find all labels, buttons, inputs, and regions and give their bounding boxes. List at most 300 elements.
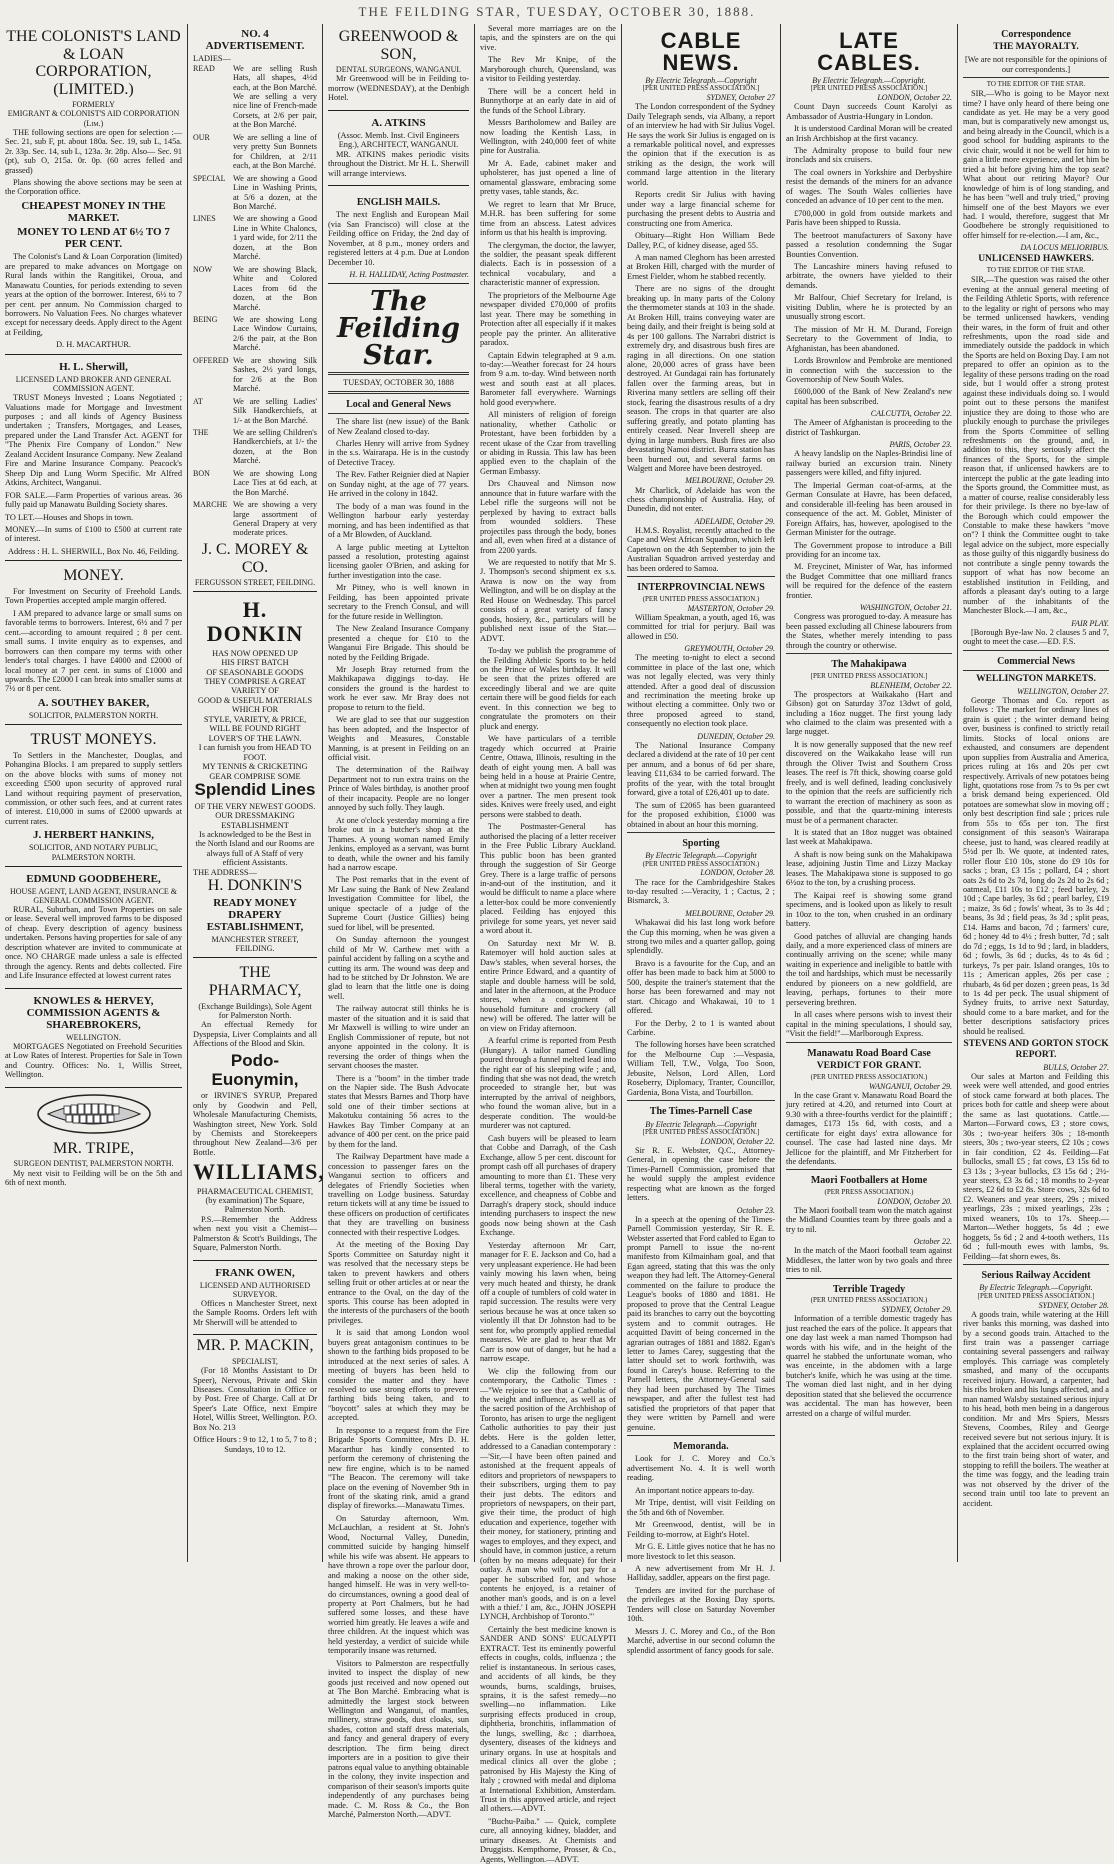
maha-credit: [PER UNITED PRESS ASSOCIATION.] — [810, 671, 928, 680]
dateline: DUNEDIN, October 29. — [697, 731, 775, 741]
list-item: BEING We are showing Long Lace Window Curtains, 2/6 the pair, at the Bon Marché. — [193, 314, 317, 353]
article-paragraph: A large public meeting at Lyttelton passed a resolution, protesting against licensing gaoler O'Brien, and asking for further investigation into the case. — [328, 542, 469, 580]
tripe-title: MR. TRIPE, — [52, 1139, 135, 1157]
morey-title: J. C. MOREY & CO. — [201, 540, 309, 576]
local-news-continued — [480, 24, 616, 1864]
mackin-ad — [193, 1337, 317, 1454]
sherwill-money: MONEY.—In sums of £100 to £500 at current rate of interest. — [5, 524, 182, 544]
cable-credit: [PER UNITED PRESS ASSOCIATION.] — [642, 84, 760, 93]
podo-body: or IRVINE'S SYRUP, Prepared only by Goodwin and Pell, Wholesale Manufacturing Chemists, Washington street, New York. Sold by Chemists and Storekeepers throughout New Zealand—3/6 per Bottle. — [193, 1091, 317, 1157]
donkin-line: WILL BE FOUND RIGHT — [209, 724, 301, 734]
article-paragraph: Mr Balfour, Chief Secretary for Ireland, is visiting Dublin, where he is protected by an unusually strong escort. — [786, 293, 952, 322]
article-paragraph: The Kaipai reef is showing some grand specimens, and is looked upon as likely to result in 10oz to the ton, when crushed in an ordinary battery. — [786, 890, 952, 929]
list-item: THE We are selling Children's Handkerchiefs, at 1/- the dozen, at the Bon Marché. — [193, 427, 317, 466]
donkin2-subtitle: READY MONEY DRAPERY ESTABLISHMENT, — [206, 896, 304, 934]
late-paras-3 — [786, 449, 952, 600]
goodbehere-ad — [5, 869, 182, 989]
letter-hawkers: SIR,—The question was raised the other evening at the annual general meeting of the Feilding Athletic Sports, with reference to the legality or right of persons who may be termed unlicensed hawkers, vending their wares, in the form of fruit and other refreshments, upon the road side and immediately outside the paddock in which the Sports are held on Boxing Day. I am not prepared to offer an opinion as to the legality of these persons trading on the road side, but I would offer a strong protest against these individuals doing so. I would point out to these persons the manifest injustice they are doing to those who are pluckily enough to purchase the privileges from the Sports Committee of selling refreshments on the ground, and, in addition to this, they seriously affect the finances of the Sports, for the simple reason that, if unlicensed hawkers are to intercept the public at the gate leading into the Sports ground, the Committee must, as a matter of course, realise considerably less for their privilege. Is there no bye-law of the Borough which could empower the Constable to make these hawkers "move on"? I think the Committee ought to take legal advice on the subject, more especially as those guilty of this niggardly business do not contribute a single penny towards the support of what has now become an established institution in Feilding, and affords a pleasant day's outing to a large number of the inhabitants of the Manchester Block.—I am, &c., — [963, 275, 1110, 616]
list-item: LINES We are showing a Good Line in White Chaloncs, 1 yard wide, for 2/11 the dozen, at the Bon Marché. — [193, 214, 317, 262]
memoranda-heading: Memoranda. — [673, 1441, 729, 1453]
article-paragraph: M. Freycinet, Minister of War, has informed the Budget Committee that one milliard francs will be required for the defence of the eastern frontier. — [786, 562, 952, 600]
column-7 — [957, 24, 1114, 1562]
mackin-hours: Office Hours : 9 to 12, 1 to 5, 7 to 8 ; Sundays, 10 to 12. — [193, 1435, 317, 1454]
owen-ad — [193, 1263, 317, 1336]
parnell-byline: By Electric Telegraph.—Copyright — [645, 1119, 757, 1129]
morey-no4-ad — [193, 24, 317, 592]
baker-subtitle: SOLICITOR, PALMERSTON NORTH. — [28, 711, 159, 721]
mackin-title: MR. P. MACKIN, — [196, 1337, 314, 1355]
article-paragraph: The meeting to-night to elect a second committee in place of the last one, which was not legally elected, was very thinly attended. After a good deal of discussion and recrimination the meeting broke up without electing a committee. Only two or three proposed agreed to stand, consequently no election took place. — [627, 653, 775, 729]
article-paragraph: Bravo is a favourite for the Cup, and an offer has been made to back him at 5000 to 500, despite the trainer's statement that the horse has been forewarned and may not start. Chicago and Whakawai, 10 to 1 offered. — [627, 958, 775, 1016]
pharmacy-body: An effectual Remedy for Dyspepsia, Liver Complaints and all Affections of the Blood and Skin. — [193, 1020, 317, 1049]
owen-title: FRANK OWEN, — [215, 1266, 295, 1279]
article-paragraph: The sum of £2065 has been guaranteed for the proposed exhibition, £1000 was obtained in about an hour this morning. — [627, 800, 775, 829]
money2-body: For Investment on Security of Freehold Lands. Town Properties accepted ample margin offered. — [5, 586, 182, 606]
mahakipawa-heading: The Mahakipawa — [831, 659, 907, 671]
maori-credit: (PER PRESS ASSOCIATION.) — [824, 1187, 914, 1196]
article-paragraph: £600,000 of the Bank of New Zealand's new capital has been subscribed. — [786, 387, 952, 406]
article-paragraph: A new advertisement from Mr H. J. Halliday, saddler, appears on the first page. — [627, 1563, 775, 1583]
article-paragraph: The Admiralty propose to build four new ironclads and six cruisers. — [786, 146, 952, 165]
article-paragraph: Look for J. C. Morey and Co.'s advertisement No. 4. It is well worth reading. — [627, 1454, 775, 1483]
trust-body: To Settlers in the Manchester, Douglas, and Pohangina Blocks. I am prepared to supply settlers on the above blocks with sums of money not exceeding £500 upon security of approved rural Land without requiring payment of preservation, commission, or other such fees, and at current rates of interest. £10,000 in sums of £2000 upwards at current rates. — [5, 750, 182, 826]
mayoralty-heading: THE MAYORALTY. — [993, 42, 1079, 53]
late-paras-4 — [786, 612, 952, 650]
trust-ad — [5, 727, 182, 867]
sport-byline: By Electric Telegraph.—Copyright — [645, 851, 757, 861]
cable-paras-2 — [627, 486, 775, 514]
article-paragraph: There will be a concert held in Bunnythorpe at an early date in aid of the funds of the School Library. — [480, 86, 616, 115]
article-paragraph: Yesterday afternoon Mr Carr, manager for F. E. Jackson and Co, had a very unpleasant experience. He had been vainly mowing his lawn when, being very much heated and thirsty, he drank off a couple of tumblers of cold water in rapid succession. The results were very serious because he was at once taken so violently ill that Dr Johnston had to be sent for, who promptly applied remedial measures. We are glad to hear that Mr Carr is now out of danger, but he had a narrow escape. — [480, 1240, 616, 1364]
donkin-line: WHICH FOR — [231, 705, 279, 715]
donkin-line: STYLE, VARIETY, & PRICE, — [203, 714, 307, 724]
local-news-heading: Local and General News — [346, 398, 451, 410]
tripe-ad — [5, 1092, 182, 1188]
wellington-markets-heading: WELLINGTON MARKETS. — [976, 673, 1096, 684]
atkins-ad — [328, 113, 469, 186]
mackin-subtitle: SPECIALIST, — [232, 1356, 278, 1366]
commercial-heading: Commercial News — [997, 655, 1075, 667]
williams-body: P.S.—Remember the Address when next you visit a Chemist—Palmerston & Scott's Buildings, The Square, Palmerston North. — [193, 1214, 317, 1253]
article-paragraph: Tenders are invited for the purchase of the privileges at the Boxing Day sports. Tenders will close on Saturday November 10th. — [627, 1585, 775, 1624]
sherwill-body: TRUST Moneys Invested ; Loans Negotiated ; Valuations made for Mortgage and Investment purposes ; and all kinds of Agency Business undertaken ; Transfers, Mortgages, and Leases, prepared under the Land Transfer Act. AGENT for "The Phenix Fire Company of London." New Zealand Accident Insurance Company. New Zealand Fire and Marine Insurance Company. Peacock's Sheep Dip and Lung Worm Specific. Mr Alfred Atkins, Architect, Wanganui. — [5, 393, 182, 488]
to-editor: TO THE EDITOR OF THE STAR. — [986, 80, 1086, 89]
column-1 — [0, 24, 187, 1562]
inter-credit: (PER UNITED PRESS ASSOCIATION.) — [642, 594, 760, 603]
tragedy-paras — [786, 1314, 952, 1418]
column-6 — [780, 24, 957, 1562]
late-paras-1 — [786, 102, 952, 406]
article-paragraph: The beetroot manufacturers of Saxony have passed a resolution condemning the Sugar Bounties Convention. — [786, 230, 952, 259]
sherwill-sale: FOR SALE.—Farm Properties of various areas. 36 fully paid up Manawatu Building Society shares. — [5, 490, 182, 510]
cable-paras-3 — [627, 526, 775, 573]
parnell-paras-2 — [627, 1215, 775, 1432]
maori-paras-2 — [786, 1246, 952, 1274]
williams-subtitle: PHARMACEUTICAL CHEMIST, (by examination) The Square, Palmerston North. — [196, 1186, 314, 1215]
stock-report-heading: STEVENS AND GORTON STOCK REPORT. — [963, 1039, 1109, 1061]
dateline: SYDNEY, October 28. — [1038, 1300, 1109, 1310]
dateline: MELBOURNE, October 29. — [685, 476, 775, 486]
column-4 — [474, 24, 621, 1864]
article-paragraph: On Sunday afternoon the youngest child of Mr W. Carthew met with a painful accident by falling on a scythe and cutting its arm. The wound was deep and had to be stitched by Dr Johnston. We are glad to learn that the little one is doing well. — [328, 935, 469, 1001]
article-paragraph: The determination of the Railway Department not to run extra trains on the Prince of Wales birthday, is another proof of their incapacity. People are no longer annoyed by such folly. They laugh. — [328, 765, 469, 813]
dateline: LONDON, October 22. — [700, 1136, 775, 1146]
late-credit: [PER UNITED PRESS ASSOCIATION.] — [810, 84, 928, 93]
article-paragraph: There are no signs of the drought breaking up. In many parts of the Colony the thermometer stands at 103 in the shade. At Broken Hill, trains conveying water are being daily, and their freight is being sold at 4s per 100 gallons. The Narrabri district is extremely dry, and disastrous bush fires are raging in all directions. On one station alone, 20,000 acres of grass have been destroyed. At Gundagai rain has fortunately fallen over the farming areas, but in Riverina many settlers are selling off their stock, fearing the disastrous results of a dry season. The crops in that quarter are also suffering greatly, and potato planting has entirely ceased. Near Inverell sheep are dying in large numbers. Bush fires are also devastating Namoi district. Burra station has been burned out, and several farms on Walgett and Moree have been destroyed. — [627, 284, 775, 473]
article-paragraph: Mr Joseph Bray returned from the Makhikapawa diggings to-day. He considers the ground is the hardest to work he ever saw. Mr Bray does not propose to return to the field. — [328, 664, 469, 712]
article-paragraph: The clergyman, the doctor, the lawyer, the soldier, the peasant speak different dialects. Each is in possession of a technical vocabulary, and a characteristic manner of expression. — [480, 240, 616, 288]
article-paragraph: An important notice appears to-day. — [635, 1485, 755, 1495]
tripe-subtitle: SURGEON DENTIST, PALMERSTON NORTH. — [13, 1159, 174, 1169]
dateline: PARIS, October 23. — [889, 440, 952, 450]
mails-notice — [328, 188, 469, 284]
article-paragraph: At one o'clock yesterday morning a fire broke out in a butcher's shop at the Thames. A young woman named Emily Jenkins, employed as a servant, was burnt to death, while the owner and his family had a narrow escape. — [328, 815, 469, 873]
rail-byline: By Electric Telegraph.—Copyright. — [979, 1283, 1093, 1293]
article-paragraph: Good patches of alluvial are changing hands daily, and a more experienced class of miners are continually arriving on the scene; while many waiting in experience and ineligible to battle with the toil and hardships, which must be necessarily endured by pioneers on a new goldfield, are leaving, perhaps, fortunes to their more persevering brethren. — [786, 931, 952, 1007]
colonist-plans: Plans showing the above sections may be seen at the Corporation office. — [5, 177, 182, 197]
article-paragraph: Reports credit Sir Julius with having under way a large financial scheme for purchasing the present debts to Austria and constructing one from America. — [627, 190, 775, 228]
dateline: GREYMOUTH, October 29. — [684, 644, 775, 654]
article-paragraph: The prospectors at Waikakaho (Hart and Gibson) got on Saturday 37oz 13dwt of gold, including a 16oz nugget. The first young lady who claimed to the claim was presented with a large nugget. — [786, 689, 952, 737]
goodbehere-body: RURAL, Suburban, and Town Properties on sale or lease. Several well improved farms to be disposed of cheap. Every description of agency business undertaken. Persons having properties for sale of any description whatever are invited to communicate at once. NO CHARGE made unless a sale is effected through the agency. Rents and debts collected. Fire and Life Insurance effected at lowest current rates — [5, 904, 182, 981]
article-paragraph: In the case Grant v. Manawatu Road Board the jury retired at 4.20, and returned into Court at 9.30 with a three-fourths verdict for the plaintiff ; damages, £173 15s 6d, with costs, and a certificate for eight days' extra allowance for counsel. The case had lasted nine days. Mr Jellicoe for the plaintiff, and Mr Fitzherbert for the defendants. — [786, 1090, 952, 1166]
dental-emblem-icon — [34, 1092, 154, 1136]
article-paragraph: On Saturday afternoon, Wm. McLauchlan, a resident at St. John's Wood, Nocturnal Valley, Dunedin, committed suicide by hanging himself while his wife was absent. He appears to have thrown a rope over the parlour door, and making a noose on the other side, hanged himself. He was in very well-to-do circumstances, owning a good deal of property at Port Chalmers, but he had suffered some losses, and these have worried him greatly. He leaves a wife and three children. At the inquest which was held yesterday, a verdict of suicide while temporarily insane was returned. — [328, 1513, 469, 1656]
podo-title: Podo-Euonymin, — [211, 1050, 299, 1089]
article-paragraph: The railway autocrat still thinks he is master of the situation and it is said that Mr Maxwell is willing to wire under an English Commissioner of repute, but not anyone appointed in the colony. It is reversing the order of things when the servant chooses the master. — [328, 1004, 469, 1071]
list-item: OUR We are selling a line of very pretty Sun Bonnets for Children, at 2/11 each, at the Bon Marché. — [193, 132, 317, 171]
article-paragraph: A fearful crime is reported from Pesth (Hungary). A tailor named Gundling poured through a funnel melted lead into the right ear of his sleeping wife ; and, finding that she was not dead, the wretch proceeded to strangle her, but was interrupted by the arrival of neighbors, who found the woman alive, but in a desperate condition. The would-be murderer was not captured. — [480, 1036, 616, 1131]
goodbehere-subtitle: HOUSE AGENT, LAND AGENT, INSURANCE & GENERAL COMMISSION AGENT. — [9, 886, 178, 905]
mails-title: ENGLISH MAILS. — [356, 197, 441, 209]
pharmacy-title: THE PHARMACY, — [208, 964, 302, 999]
cable-paras-1 — [627, 102, 775, 473]
ladies-label: LADIES— — [193, 54, 231, 64]
article-paragraph: A heavy landslip on the Naples-Brindisi line of railway buried an excursion train. Ninety passengers were killed, and fifty injured. — [786, 449, 952, 478]
dateline: LONDON, October 20. — [877, 1196, 952, 1206]
article-paragraph: The London correspondent of the Sydney Daily Telegraph sends, via Albany, a report of an interview he had with Sir Julius Vogel. He says the work Sir Julius is engaged on is a remarkable political novel, and expresses the opinion that if the execution is as striking as the design, the work will command large attention in the literary world. — [627, 102, 775, 187]
atkins-body: MR. ATKINS makes periodic visits throughout the District. Mr H. L. Sherwill will arrange interviews. — [328, 149, 469, 178]
bon-marche-list — [193, 64, 317, 538]
sport-credit: (PER UNITED PRESS ASSOCIATION.) — [642, 859, 760, 868]
article-paragraph: To-day we publish the programme of the Feilding Athletic Sports to be held on the Prince of Wales birthday. It will be seen that the prizes offered are exceedingly liberal and we are quite certain there will be good fields for each event. In this connection we beg to congratulate the promoters on their pluck and energy. — [480, 646, 616, 731]
article-paragraph: "Buchu-Paiba." — Quick, complete cure, all annoying kidney, bladder, and urinary diseases. At Chemists and Druggists. Kempthorne, Prosser, & Co., Agents, Wellington.—ADVT. — [480, 1816, 616, 1864]
hawkers-heading: UNLICENSED HAWKERS. — [978, 254, 1094, 265]
railway-accident-heading: Serious Railway Accident — [981, 1270, 1091, 1282]
dateline: BULLS, October 27. — [1043, 1062, 1109, 1072]
article-paragraph: Congress was prorogued to-day. A measure has been passed excluding all Chinese labourers from the States, whether merely intending to pass through the country or otherwise. — [786, 612, 952, 650]
list-item: BON We are showing Long Lace Ties at 6d each, at the Bon Marché. — [193, 468, 317, 497]
article-paragraph: Whakawai did his last long work before the Cup this morning, when he was given a strong two miles and a quarter gallop, going splendidly. — [627, 918, 775, 956]
rail-credit: [PER UNITED PRESS ASSOCIATION.] — [977, 1291, 1095, 1300]
greenwood-title: GREENWOOD & SON, — [338, 28, 459, 63]
article-paragraph: Visitors to Palmerston are respectfully invited to inspect the display of new goods just received and now opened out at The Bon Marché. Embracing what is admittedly the largest stock between Wellington and Wanganui, of mantles, millinery, straw goods, dust cloaks, sun shades, cotton and staff dress materials, and fancy and general drapery of every description. The firm being direct importers are in a position to give their patrons equal value to anything obtainable in the colony, they invite inspection and comparison of their season's imports quite independently of any purchases being made. C. M. Ross & Co., the Bon Marché, Palmerston North.—ADVT. — [328, 1658, 469, 1819]
rail-body: A goods train, while watering at the Hill river banks this morning, was dashed into by a second goods train. Attached to the first train was a passenger carriage containing several passengers and railway employés. This carriage was completely smashed, and many of the occupants received injury. Howard, a carpenter, had his ribs broken and his lungs affected, and a man named Walsby sustained serious injury to his head, both men being in a dangerous condition. Mr and Mrs Spiers, Messrs Stevens, Coombes, Riley and George received severe but not serious injury. It is explained that the accident occurred owing to the first train being short of water, and stopping to refill the boilers. The weather at the time was foggy, and the leading train was not observed by the driver of the second train until too late to prevent an accident. — [963, 1309, 1109, 1508]
greenwood-ad — [328, 24, 469, 111]
knowles-title: KNOWLES & HERVEY, COMMISSION AGENTS & SHAREBROKERS, — [26, 994, 161, 1031]
article-paragraph: The New Zealand Insurance Company presented a cheque for £10 to the Wanganui Fire Brigade. This should be noted by the Feilding Brigade. — [328, 624, 469, 662]
baker-title: A. SOUTHEY BAKER, — [37, 696, 150, 709]
donkin-line: VARIETY OF — [231, 686, 279, 696]
mails-body: The next English and European Mail (via San Francisco) will close at the Feilding office on Friday, the 2nd day of November, at 8 p.m., money orders and registered letters at 4 p.m. Due at London December 10. — [328, 210, 469, 267]
knowles-body: MORTGAGES Negotiated on Freehold Securities at Low Rates of Interest. Properties for Sale in Town and Country. Offices: No. 1, Willis Street, Wellington. — [5, 1041, 182, 1080]
donkin-line: I can furnish you from HEAD TO FOOT. — [198, 743, 312, 762]
money2-ad — [5, 563, 182, 725]
article-paragraph: A shaft is now being sunk on the Mahakipawa lease, adjoining Justin Time and Lizzy Mackay leases. The Mahakipawa stone is supposed to go 6½oz to the ton, by a crushing process. — [786, 849, 952, 888]
list-item: OFFERED We are showing Silk Sashes, 2½ yard longs, for 2/6 at the Bon Marché. — [193, 355, 317, 394]
article-paragraph: Mr G. E. Little gives notice that he has no more livestock to let this season. — [627, 1542, 775, 1561]
morey-subtitle: FERGUSSON STREET, FEILDING. — [194, 578, 316, 588]
money-sign: D. H. MACARTHUR. — [56, 340, 131, 350]
article-paragraph: It is understood Cardinal Moran will be created an Irish Archbishop at the first vacancy. — [786, 124, 952, 143]
dateline: SYDNEY, October 27 — [706, 93, 775, 103]
disclaimer: [We are not responsible for the opinions of our correspondents.] — [965, 55, 1107, 74]
article-paragraph: Messrs Bartholomew and Bailey are now loading the Kentish Lass, in Wellington, with 240,000 feet of white pine for Australia. — [480, 118, 616, 156]
article-paragraph: The Imperial German coat-of-arms, at the German Consulate at Havre, has been defaced, and considerable ill-feeling has been aroused in consequence of the act. M. Goblet, Minister of Foreign Affairs, has, however, apologised to the German Minister for the outrage. — [786, 480, 952, 538]
sporting-heading: Sporting — [682, 838, 720, 849]
memo-paras — [627, 1454, 775, 1655]
donkin-line: MY TENNIS & CRICKETING — [202, 762, 308, 772]
article-paragraph: Captain Edwin telegraphed at 9 a.m. to-day:—Weather forecast for 24 hours from 9 a.m. to-day. Wind between north west and south east at all places. Barometer fall everywhere. Warnings hold good everywhere. — [480, 350, 616, 407]
late-cables-heading: LATE CABLES. — [817, 28, 921, 75]
splendid-lines: Splendid Lines — [194, 779, 316, 799]
dateline: SYDNEY, October 29. — [881, 1305, 952, 1315]
owen-body: Offices n Manchester Street, next the Sample Rooms. Orders left with Mr Sherwill will be attended to — [193, 1299, 317, 1327]
donkin2-title: H. DONKIN'S — [207, 877, 303, 895]
dateline: October 22. — [913, 1237, 952, 1247]
article-paragraph: In a speech at the opening of the Times-Parnell Commission yesterday, Sir R. E. Webster asserted that Ford cabled to Egan to prompt Parnell to issue the no-rent manifesto from Kilmainham goal, and that Egan agreed, stating that this was the only weapon they had left. The Attorney-General commented on the failure to produce the League's books of 1880 and 1881. He proposed to prove that the Central League paid its branches to carry out the boycotting system and to commit outrages. He acquitted Davitt of being concerned in the agrarian outrages of 1881 and 1882. Egan's letter to James Carey, suggesting that the latter should set to work forthwith, was found in Carey's house. Referring to the Parnell letters, the Attorney-General said they had been purchased by The Times newspaper, and after the fullest test had satisfied the proprietors of that paper that they were written by Parnell and were genuine. — [627, 1214, 775, 1432]
colonist-ad — [5, 24, 182, 355]
money2-title: MONEY. — [63, 567, 124, 585]
mails-sign: H. H. HALLIDAY, Acting Postmaster. — [349, 270, 469, 280]
article-paragraph: In response to a request from the Fire Brigade Sports Committee, Mrs D. H. Macarthur has kindly consented to perform the ceremony of christening the new fire engine, which is to be named "The Beacon. The ceremony will take place on the evening of November 9th in front of the skating rink, amid a grand display of fireworks.—Manawatu Times. — [328, 1425, 469, 1511]
money-title: MONEY TO LEND AT 6½ TO 7 PER CENT. — [17, 226, 170, 251]
to-editor: TO THE EDITOR OF THE STAR. — [986, 266, 1086, 275]
list-item: AT We are selling Ladies' Silk Handkerchiefs, at 1/- at the Bon Marché. — [193, 396, 317, 425]
road-paras — [786, 1091, 952, 1167]
article-paragraph: We are glad to see that our suggestion has been adopted, and the Inspector of Weights and Measures, Constable Manning, is at present in Feilding on an official visit. — [328, 715, 469, 763]
article-paragraph: It is now generally supposed that the new reef discovered on the Waikakaho lease will run through the Oliver Twist and Southern Cross leases. The reef is 7ft thick, showing coarse gold freely, and is well defined, leading conclusively to the opinion that the reefs are sufficiently rich to warrant the erection of machinery as soon as possible, and that the quartz-mining interests must be of a permanent character. — [786, 739, 952, 825]
dateline: WANGANUI, October 29. — [869, 1081, 952, 1091]
list-item: SPECIAL We are showing a Good Line in Washing Prints, at 5/6 a dozen, at the Bon Marché. — [193, 173, 317, 211]
atkins-title: A. ATKINS — [371, 116, 426, 129]
article-paragraph: In all cases where persons wish to invest their capital in the mining speculations, I should say, "Visit the field!"—Marlborough Express. — [786, 1010, 952, 1039]
article-paragraph: Mr Charlick, of Adelaide has won the chess championship of Australia. Hay, of Dunedin, did not enter. — [627, 485, 775, 514]
article-paragraph: We clip the following from our contemporary, the Catholic Times :—"We rejoice to see that a Catholic of the weight and influence, as well as of the sacred position of the Archbishop of Toronto, has arisen to urge the negligent Catholic authorities to pay their just debts. Here is the golden letter, addressed to a Canadian contemporary :—'Sir,—I have been often pained and astonished at the frequent appeals of editors and proprietors of newspapers to their subscribers, urging them to pay their just debts. The editors and proprietors of newspapers, on their part, give their time, the product of high education and experience, together with their money, for stationery, printing and wages to employes, and they expect, and should have, in common justice, a return (often by no means adequate) for their outlay. A man who will not pay for a paper he subscribed for, and whose contents he enjoyed, is a retainer of another man's goods, and is on a level with a thief.' I am, &c., JOHN JOSEPH LYNCH, Archbishop of Toronto.'" — [480, 1366, 616, 1622]
local-news-body — [328, 417, 469, 1819]
goodbehere-title: EDMUND GOODBEHERE, — [26, 872, 161, 885]
article-paragraph: The Ameer of Afghanistan is proceeding to the district of Tashkurgan. — [786, 418, 952, 437]
article-paragraph: The proprietors of the Melbourne Age newspaper divided £70,000 of profits last year. There may be something in Protection after all especially if it makes people pay the printer. An alliterative paradox. — [480, 290, 616, 348]
tripe-body: My next visit to Feilding will be on the 5th and 6th of next month. — [5, 1168, 182, 1187]
column-5 — [621, 24, 780, 1655]
sport-paras-1 — [627, 878, 775, 906]
article-paragraph: There is a "boom" in the timber trade on the Napier side. The Bush Advocate states that Messrs Barnes and Thorp have sold one of their timber sections at Makotuku containing 56 acres to the Hawkes Bay Timber Company at an advance of 400 per cent. on the price paid by them for the land. — [328, 1073, 469, 1149]
list-item: READ We are selling Rush Hats, all shapes, 4½d each, at the Bon Marché. We are selling a very nice line of French-made Corsets, at 2/6 per pair, at the Bon Marché. — [193, 63, 317, 130]
article-paragraph: The mission of Mr H. M. Durand, Foreign Secretary to the Government of India, to Afghanistan, has been abandoned. — [786, 324, 952, 353]
times-parnell-heading: The Times-Parnell Case — [649, 1106, 753, 1118]
donkin-line: LOVER'S OF THE LAWN. — [208, 733, 302, 743]
article-paragraph: The Maori football team won the match against the Midland Counties team by three goals and a try to nil. — [786, 1205, 952, 1234]
article-paragraph: The Rev. Father Reignier died at Napier on Sunday night, at the age of 77 years. He arrived in the colony in 1842. — [328, 470, 469, 499]
donkin-line: THEY COMPRISE A GREAT — [204, 676, 306, 686]
dateline: BLENHEIM, October 22. — [870, 680, 952, 690]
donkin-line: OF THE VERY NEWEST GOODS. — [194, 801, 316, 811]
donkin-ad — [193, 594, 317, 958]
article-paragraph: It is said that among London wool buyers great antagonism continues to be shown to the farthing bids proposed to be introduced at the next series of sales. A meeting of buyers has been held to consider the matter and they have resolved to use strong efforts to prevent farthing bids being taken, and to "boycott" sales at which they may be accepted. — [328, 1328, 469, 1423]
williams-title: WILLIAMS, — [193, 1159, 325, 1185]
dateline: WASHINGTON, October 21. — [859, 603, 952, 613]
dateline: LONDON, October 28. — [700, 868, 775, 878]
road-credit: (PER UNITED PRESS ASSOCIATION.) — [810, 1072, 928, 1081]
donkin2-place: MANCHESTER STREET, FEILDING. — [211, 935, 299, 954]
article-paragraph: The coal owners in Yorkshire and Derbyshire resist the demands of the miners for an advance of wages. The South Wales collieries have conceded an advance of 10 per cent to the men. — [786, 167, 952, 206]
address-label: THE ADDRESS— — [193, 867, 257, 877]
owen-subtitle: LICENSED AND AUTHORISED SURVEYOR. — [199, 1280, 311, 1299]
cable-byline: By Electric Telegraph.—Copyright — [645, 76, 757, 85]
colonist-subtitle: EMIGRANT & COLONIST'S AID CORPORATION (Lim.) — [7, 109, 180, 128]
article-paragraph: In the match of the Maori football team against Middlesex, the latter won by two goals and three tries to nil. — [786, 1246, 952, 1275]
tragedy-credit: (PER UNITED PRESS ASSOCIATION.) — [810, 1296, 928, 1305]
no4-title: NO. 4 ADVERTISEMENT. — [205, 28, 305, 53]
donkin-line: GEAR COMPRISE SOME — [209, 771, 301, 781]
parnell-credit: [PER UNITED PRESS ASSOCIATION.] — [642, 1127, 760, 1136]
article-paragraph: The Rev Mr Knipe, of the Maryborough church, Queensland, was a visitor to Feilding yesterday. — [480, 55, 616, 84]
sport-paras-2 — [627, 918, 775, 1097]
donkin-line: Is acknowledged to be the Best in the North Island and our Rooms are always full of A Staff of very efficient Assistants. — [195, 830, 315, 868]
mackin-body: (For 18 Months Assistant to Dr Speer), Nervous, Private and Skin Diseases. Consultation in Office or by Post. Free of Charge. Call at Dr Speer's Late Office, next Empire Hotel, Willis Street, Wellington. P.O. Box No. 213 — [193, 1366, 317, 1432]
dateline: CALCUTTA, October 22. — [870, 409, 952, 419]
knowles-ad — [5, 991, 182, 1088]
article-paragraph: All ministers of religion of foreign nationality, whether Catholic or Protestant, have been forbidden by a recent ukase of the Czar from travelling or abiding in Russia. This law has been applied even to the chaplain of the German Embassy. — [480, 410, 616, 476]
letter-mayoralty: SIR,—Who is going to be Mayor next time? I have only heard of there being one candidate as yet. He may be a very good man, but is comparatively new amongst us, and being already in the Council, which is a good school for budding aspirants to the civic chair, would it not be well for him to gain a little more experience, and let him be tried a bit before giving him the top seat? What about our retiring Mayor? Our knowledge of him is of long standing, and he has been "well and truly tried," proving himself one of the best Mayors we ever had. I would, therefore, suggest that Mr Goodbehere be strongly requisitioned to offer himself for re-election.—I am, &c., — [963, 89, 1109, 240]
article-paragraph: On Saturday next Mr W. B. Ratemoyer will hold auction sales at Daw's stables, when several horses, the entire Prince Edward, and a quantity of staple and double harness will be sold, and later in the afternoon, at the Produce stores, when a consignment of household furniture and crockery (all new) will be offered. The latter will be on view on Friday afternoon. — [480, 938, 616, 1033]
wellington-body: George Thomas and Co. report as follows : The market for ordinary lines of grain is quiet ; the winter demand being over, business is confined to strictly retail limits. Stocks of local onions are exhausted, and consumers are dependent upon supplies from Australia and America, prices ruling at 16s and 20s per cwt respectively. Arrivals of new potatoes being light, quotations rose from 7s to 9s per cwt a brisk demand being experienced. Old potatoes are somewhat slow in moving off ; only best description find sale ; prices rule from 55s to 65s per ton. The first consignment of this season's Wairarapa cheese, just to hand, was cleared readily at 5½d per lb. We quote, at indented rates, roller flour £10 10s, stone do £9 10s for sacks ; bran, £3 15s ; pollard, £4 ; short oats 2s 6d to 2s 7d, long do 2s 2d to 2s 6d ; oatmeal, £11 10s to £12 ; feed barley, 2s 10d ; Cape barley, 3s 6d ; pearl barley, £19 ; maize, 3s 6d ; fowls' wheat, 3s to 3s 4d ; beans, 3s 3d ; field peas, 3s 3d ; split peas, £14. Hams and bacon, 7d ; farmers' cure, 6d ; honey 4d to 4½ ; fresh butter, 7d ; salt do 7d ; eggs, 1s 1d to 9d ; lard, in bladders, 6d ; fowls, 3s 6d ; ducks, 4s to 4s 6d ; turkeys, 7s per pair. Island oranges, 10s to 11s ; American apples, 26s per case ; rhubarb, 4s 6d per dozen ; green peas, 1s 3d to 1s 4d per peck. The usual shipment of Sydney fruits, to arrive next Saturday, should come to a bare market, and for the better descriptions satisfactory prices should be realised. — [963, 695, 1109, 1036]
sherwill-address: Address : H. L. SHERWILL, Box No. 46, Feilding. — [7, 546, 179, 556]
article-paragraph: At the meeting of the Boxing Day Sports Committee on Saturday night it was resolved that the necessary steps be taken to prevent hawkers and others selling fruit or other articles at or near the entrance to the Oval, on the day of the sports. This course has been adopted in the interests of the purchasers of the booth privileges. — [328, 1240, 469, 1325]
editor-note: [Borough Bye-law No. 2 clauses 5 and 7, ought to meet the case.—ED. F.S. — [963, 627, 1109, 647]
hankins-subtitle: SOLICITOR, AND NOTARY PUBLIC, PALMERSTON NORTH. — [29, 843, 158, 862]
late-paras-2 — [786, 418, 952, 437]
issue-date: TUESDAY, OCTOBER 30, 1888 — [343, 378, 454, 388]
cable-news-heading: CABLE NEWS. — [660, 28, 742, 75]
column-2 — [187, 24, 325, 1562]
article-paragraph: For the Derby, 2 to 1 is wanted about Carbine. — [627, 1018, 775, 1038]
article-paragraph: Count Dayn succeeds Count Karolyi as Ambassador of Austria-Hungary in London. — [786, 102, 952, 121]
interprovincial-heading: INTERPROVINCIAL NEWS — [637, 582, 765, 594]
article-paragraph: Cash buyers will be pleased to learn that Cobbe and Darragh, of the Cash Exchange, allow 5 per cent. discount for prompt cash off all purchases of drapery amounting to more than £1. These very liberal terms, together with the variety, excellence, and cheapness of Cobbe and Darragh's drapery stock, should induce intending purchasers to inspect the new goods now being shown at the Cash Exchange. — [480, 1133, 616, 1238]
donkin-title: H. DONKIN — [206, 597, 304, 647]
greenwood-body: Mr Greenwood will be in Feilding to-morrow (WEDNESDAY), at the Denbigh Hotel. — [328, 74, 469, 103]
article-paragraph: Mr Pitney, who is well known in Feilding, has been appointed private secretary to the French Consul, and will for the future reside in Wellington. — [328, 583, 469, 621]
article-paragraph: The Railway Department have made a concession to passenger fares on the Wanganui section to officers and delegates of Friendly Societies when travelling on Lodge business. Saturday return tickets will at any time be issued to these officers on production of certificates that they are travelling on business connected with their respective Lodges. — [328, 1152, 469, 1237]
masthead: THE FEILDING STAR, TUESDAY, OCTOBER 30, 1888. — [358, 4, 756, 19]
donkin-line: GOOD & USEFUL MATERIALS — [197, 695, 313, 705]
atkins-subtitle: (Assoc. Memb. Inst. Civil Engineers Eng.), ARCHITECT, WANGANUI. — [337, 130, 460, 150]
trust-title: TRUST MONEYS. — [30, 731, 157, 749]
article-paragraph: A man named Cleghorn has been arrested at Broken Hill, charged with the murder of Ernest Fielder, whom he stabbed recently. — [627, 252, 775, 281]
road-board-heading: Manawatu Road Board Case — [807, 1047, 931, 1059]
dateline: ADELAIDE, October 29. — [694, 516, 775, 526]
maori-heading: Maori Footballers at Home — [810, 1175, 928, 1187]
money-body: The Colonist's Land & Loan Corporation (limited) are prepared to make advances on Mortgage on Rural lands within the Rangitikei, Oroua, and Manawatu Counties, for periods extending to seven years at the option of the borrower. Interest, 6½ to 7 per cent. per annum. No Commission charged to borrowers. No Valuation Fees. No charges whatever except for necessary deeds. Apply direct to the Agent at Feilding, — [5, 252, 182, 337]
article-paragraph: Several more marriages are on the tapis, and the spinsters are on the qui vive. — [480, 24, 616, 52]
maha-paras — [786, 690, 952, 1039]
article-paragraph: The share list (new issue) of the Bank of New Zealand closed to-day. — [328, 417, 469, 436]
stock-body: Our sales at Marton and Feilding this week were well attended, and good entries of stock came forward at both places. The prices both for cattle and sheep were about the same as last quotations. Cattle.—Marton—Forward cows, £3 ; store cows, 30s ; two-year heifers 30s ; 18-month steers, 30s ; two-year steers, £2 10s ; cows in fair condition, £2 4s. Feilding—Fat bullocks, small £5 ; fat cows, £3 15s 6d to £3 13s ; 3-year bullocks, £3 15s 6d ; 2½-year steers, £3 3s 6d ; 18 months to 2-year steers, £2 6d to £2 8s. Store cows, 32s 6d to £2. Weaners and year steers, 29s ; mixed yearlings, 23s ; mixed yearlings, 23s ; mixed weaners, 10s to 17s. Sheep.—Marton—Wether hoggets, 5s 4d ; ewe hoggets, 5s 6d ; 2 and 4-tooth wethers, 11s 6d ; full-mouth ewes with lambs, 9s. Feilding—fat shorn ewes, 8s. — [963, 1071, 1109, 1261]
article-paragraph: The following horses have been scratched for the Melbourne Cup :—Vespasia, William Tell, T.W., Volga, Too Soon, Jebusite, Nelson, Lord Allen, Lord Roseberry, Diplomacy, Tranter, Councillor, Gardenia, Bona Vista, and Tourbillon. — [627, 1040, 775, 1097]
colonist-body: THE following sections are open for selection :— Sec. 21, sub F, pt. about 180a. Sec. 19, sub L, 145a. 2r. 33p. Sec. 14, sub L, 123a. 3r. 28p. Also— Sec. 91 (pt), sub O, 215a. 0r. 0p. (60 acres felled and grassed) — [5, 127, 182, 175]
article-paragraph: Certainly the best medicine known is SANDER AND SONS' EUCALYPTI EXTRACT. Test its eminently powerful effects in coughs, colds, influenza ; the relief is instantaneous. In serious cases, and accidents of all kinds, be they wounds, burns, scaldings, bruises, sprains, it is the safest remedy—no swelling—no inflammation. Like surprising effects produced in croup, diphtheria, bronchitis, inflammation of the lungs, swelling, &c ; diarrhoea, dysentery, diseases of the kidneys and urinary organs. In use at hospitals and medical clinics all over the globe ; patronised by His Majesty the King of Italy ; crowned with medal and diploma at International Exhibition, Amsterdam. Trust in this approved article, and reject all others.—ADVT. — [480, 1624, 616, 1814]
article-paragraph: Lords Brownlow and Pembroke are mentioned in connection with the succession to the Governorship of New South Wales. — [786, 356, 952, 384]
pharmacy-ad — [193, 960, 325, 1260]
letter-sign: DA LOCUS MELIORIBUS. — [1020, 243, 1109, 253]
greenwood-subtitle: DENTAL SURGEONS, WANGANUI. — [335, 65, 462, 75]
tragedy-heading: Terrible Tragedy — [832, 1283, 906, 1295]
article-paragraph: The Government propose to introduce a Bill providing for an income tax. — [786, 540, 952, 559]
article-paragraph: The body of a man was found in the Wellington harbour early yesterday morning, and has been indentified as that of a Mr Blowden, of Auckland. — [328, 501, 469, 540]
late-byline: By Electric Telegraph.—Copyright. — [812, 76, 926, 85]
article-paragraph: The Post remarks that in the event of Mr Law suing the Bank of New Zealand Investigation Committee for libel, the unique spectacle of a judge of the Supreme Court (Justice Gillies) being sued for libel, will be presented. — [328, 875, 469, 932]
inter-paras-1 — [627, 613, 775, 641]
article-paragraph: We are requested to notify that Mr S. J. Thompson's second shipment ex s.s. Arawa is now on the way from Wellington, and will be on display at the Red House on Wednesday. This parcel consists of a great variety of fancy goods, hosiery, &c., particulars will be published next issue of the Star.—ADVT. — [480, 558, 616, 643]
article-paragraph: The race for the Cambridgeshire Stakes to-day resulted :—Veracity, 1 ; Cactus, 2 ; Bismarck, 3. — [627, 877, 775, 906]
article-paragraph: William Speakman, a youth, aged 16, was committed for trial for perjury. Bail was allowed in £50. — [627, 612, 775, 641]
cheapest-title: CHEAPEST MONEY IN THE MARKET. — [21, 199, 166, 224]
article-paragraph: Mr Greenwood, dentist, will be in Feilding to-morrow, at Eight's Hotel. — [627, 1520, 775, 1539]
newspaper-flag: The Feilding Star. — [336, 286, 461, 372]
correspondence-heading: Correspondence — [1001, 29, 1071, 40]
letter-sign: FAIR PLAY. — [1071, 618, 1109, 628]
dateline: MASTERTON, October 29. — [687, 603, 775, 613]
article-paragraph: The National Insurance Company declared a dividend at the rate of 10 per cent per annum, and a bonus of 6d per share, leaving £11,634 to be carried forward. The profits of the year, with the total brought forward, give a total of £26,401 up to date. — [627, 740, 775, 798]
article-paragraph: We have particulars of a terrible tragedy which occurred at Prairie Centre, Ottawa, Illinois, resulting in the death of eight young men. A ball was being held in a house at Prairie Centre, when at midnight two young men fought over a partner. The men present took sides. Knives were freely used, and eight persons were stabbed to death. — [480, 734, 616, 819]
article-paragraph: Drs Chauveal and Nimson now announce that in future warfare with the Lebel rifle the surgeons will not be perplexed by having to extract balls from wounded soldiers. These projectiles pass through the body, bones and all, even when fired at a distance of from 2200 yards. — [480, 479, 616, 555]
donkin-line: HAS NOW OPENED UP — [212, 648, 298, 658]
article-paragraph: Mr Tripe, dentist, will visit Feilding on the 5th and 6th of November. — [627, 1498, 775, 1517]
article-paragraph: Charles Henry will arrive from Sydney in the s.s. Wairarapa. He is in the custody of Detective Tracey. — [328, 438, 469, 467]
list-item: MARCHE We are showing a very large assortment of General Drapery at very moderate prices. — [193, 500, 317, 538]
article-paragraph: Mr A. Eade, cabinet maker and upholsterer, has just opened a line of ornamental glassware, embracing some pretty vases, table stands, &c. — [480, 158, 616, 197]
knowles-place: WELLINGTON. — [66, 1032, 121, 1042]
pharmacy-subtitle: (Exchange Buildings), Sole Agent for Palmerston North. — [198, 1001, 312, 1020]
article-paragraph: £700,000 in gold from outside markets and Paris have been shipped to Russia. — [786, 208, 952, 228]
colonist-title: THE COLONIST'S LAND & LOAN CORPORATION, (LIMITED.) — [6, 28, 181, 98]
dateline: LONDON, October 22. — [877, 93, 952, 103]
sherwill-let: TO LET.—Houses and Shops in town. — [5, 512, 134, 522]
article-paragraph: It is stated that an 18oz nugget was obtained last week at Mahakipawa. — [786, 827, 952, 847]
list-item: NOW We are showing Black, White and Colored Laces from 6d the dozen, at the Bon Marché. — [193, 264, 317, 312]
verdict-heading: VERDICT FOR GRANT. — [816, 1060, 922, 1071]
article-paragraph: Obituary—Right Hon William Bede Dalley, P.C, of kidney disease, aged 55. — [627, 231, 775, 250]
maori-paras — [786, 1206, 952, 1234]
article-paragraph: Information of a terrible domestic tragedy has just reached the ears of the police. It appears that one day last week a man named Thompson had words with his wife, and in the height of the quarrel he stabbed the unfortunate woman, who was enceinte, in the abdomen with a large butcher's knife, which he was using at the time. The woman died last night, and in her dying deposition stated that she believed the occurrence was accidental. The man has however, been arrested on a charge of wilful murder. — [786, 1314, 952, 1418]
donkin-line: OF SEASONABLE GOODS — [206, 667, 304, 677]
dateline: WELLINGTON, October 27. — [1017, 686, 1109, 696]
dateline: October 23. — [736, 1205, 775, 1215]
sherwill-title: H. L. Sherwill, — [59, 360, 128, 373]
sherwill-subtitle: LICENSED LAND BROKER AND GENERAL COMMISSION AGENT. — [15, 374, 172, 393]
hankins-title: J. HERBERT HANKINS, — [32, 829, 155, 842]
inter-paras-2 — [627, 653, 775, 729]
dateline: MELBOURNE, October 29. — [685, 908, 775, 918]
colonist-formerly: FORMERLY — [72, 100, 115, 110]
article-paragraph: We regret to learn that Mr Bruce, M.H.R. has been suffering for some time from an abscess. Latest advices inform us that his health is improving. — [480, 199, 616, 238]
article-paragraph: H.M.S. Royalist, recently attached to the Cape and West African Squadron, which left Capetown on the 4th September to join the Australian Squadron arrived yesterday and has been ordered to Samoa. — [627, 525, 775, 573]
donkin-line: HIS FIRST BATCH — [221, 658, 289, 668]
article-paragraph: The Postmaster-General has authorised the placing of a letter receiver in the Free Public Library Auckland. This public boon has been granted through the suggestion of Sir George Grey. There is a large traffic of persons in-and-out of the institution, and it would be difficult to name a place where a letter-box could be more conveniently placed. Feilding has enjoyed this privilege for some years, yet never said a word about it. — [480, 822, 616, 936]
article-paragraph: Sir R. E. Webster, Q.C., Attorney-General, in opening the case before the Times-Parnell Commission, promised that he would supply the amplest evidence respecting what are known as the forged letters. — [627, 1145, 775, 1203]
